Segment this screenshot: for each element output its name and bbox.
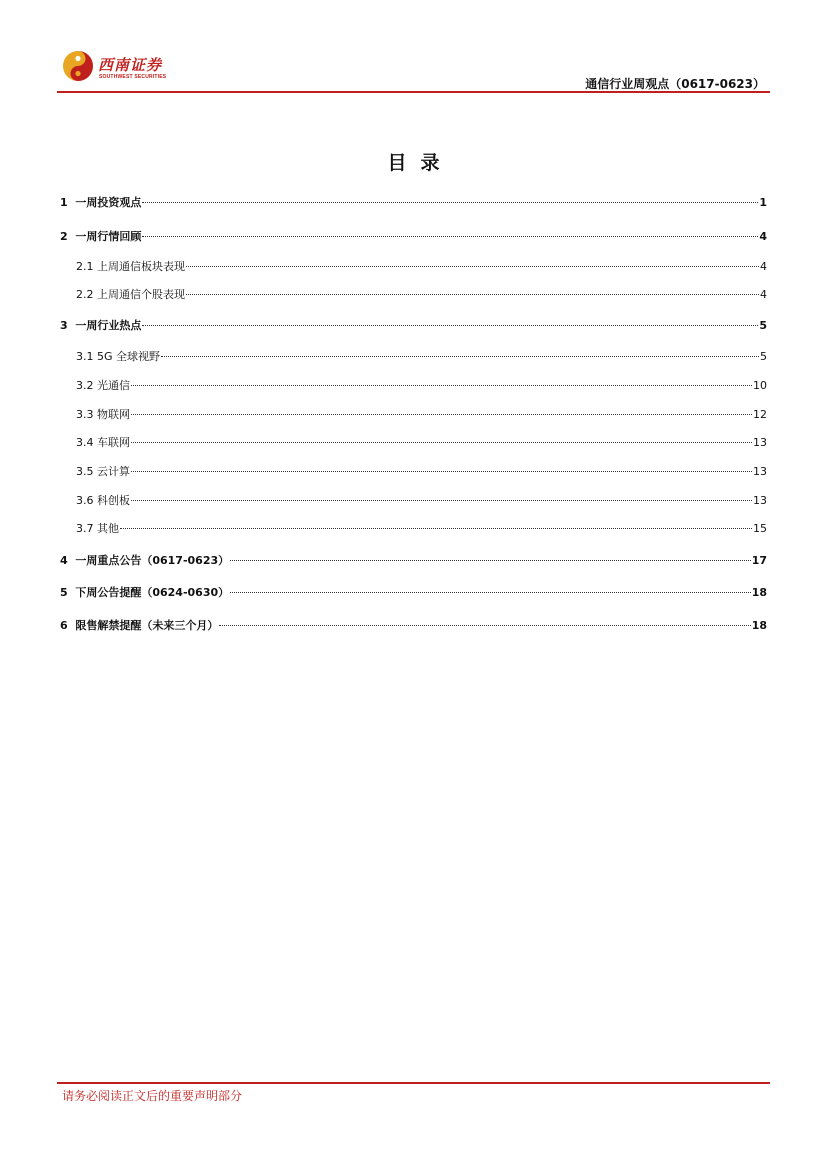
toc-entry[interactable] bbox=[60, 258, 767, 276]
toc-entry-label: 云计算 bbox=[97, 465, 130, 478]
toc-entry-label: 车联网 bbox=[97, 436, 130, 449]
toc-entry-page: 5 bbox=[759, 319, 767, 332]
header-divider bbox=[57, 91, 770, 93]
toc-leader-dots bbox=[186, 266, 759, 267]
toc-entry-number: 3 bbox=[60, 319, 68, 332]
toc-leader-dots bbox=[230, 560, 751, 561]
toc-entry-page: 13 bbox=[753, 436, 767, 449]
footer-disclaimer-note: 请务必阅读正文后的重要声明部分 bbox=[62, 1089, 243, 1103]
toc-entry-number: 3.5 bbox=[76, 465, 94, 478]
toc-entry[interactable] bbox=[60, 552, 767, 570]
toc-entry[interactable] bbox=[60, 520, 767, 538]
toc-leader-dots bbox=[142, 202, 758, 203]
toc-entry[interactable] bbox=[60, 194, 767, 212]
toc-entry-label: 一周行业热点 bbox=[75, 319, 142, 332]
toc-entry-number: 2 bbox=[60, 230, 68, 243]
toc-entry-number: 5 bbox=[60, 586, 68, 599]
toc-entry-number: 3.3 bbox=[76, 408, 94, 421]
document-title: 通信行业周观点（0617-0623） bbox=[585, 77, 765, 91]
toc-entry-number: 3.6 bbox=[76, 494, 94, 507]
toc-entry-label: 一周行情回顾 bbox=[75, 230, 142, 243]
toc-entry[interactable] bbox=[60, 406, 767, 424]
toc-entry-page: 13 bbox=[753, 494, 767, 507]
toc-entry[interactable] bbox=[60, 348, 767, 366]
toc-entry-label: 上周通信个股表现 bbox=[97, 288, 185, 301]
toc-entry-label: 下周公告提醒（0624-0630） bbox=[75, 586, 230, 599]
toc-entry-number: 3.1 bbox=[76, 350, 94, 363]
toc-entry-page: 10 bbox=[753, 379, 767, 392]
toc-entry-number: 3.7 bbox=[76, 522, 94, 535]
toc-entry[interactable] bbox=[60, 317, 767, 335]
toc-entry-page: 1 bbox=[759, 196, 767, 209]
toc-entry-number: 3.4 bbox=[76, 436, 94, 449]
toc-entry-number: 1 bbox=[60, 196, 68, 209]
toc-entry[interactable] bbox=[60, 463, 767, 481]
toc-entry-label: 5G 全球视野 bbox=[97, 350, 161, 363]
toc-entry-number: 6 bbox=[60, 619, 68, 632]
toc-entry-page: 18 bbox=[751, 586, 767, 599]
toc-entry-number: 4 bbox=[60, 554, 68, 567]
toc-leader-dots bbox=[131, 414, 752, 415]
toc-entry[interactable] bbox=[60, 286, 767, 304]
toc-entry-page: 4 bbox=[759, 230, 767, 243]
toc-entry[interactable] bbox=[60, 584, 767, 602]
logo-chinese-name: 西南证券 bbox=[98, 56, 163, 74]
southwest-securities-logo-icon bbox=[62, 50, 94, 82]
toc-entry-page: 4 bbox=[760, 260, 767, 273]
toc-entry-label: 一周重点公告（0617-0623） bbox=[75, 554, 230, 567]
toc-leader-dots bbox=[230, 592, 751, 593]
logo-english-name: SOUTHWEST SECURITIES bbox=[99, 74, 167, 80]
toc-entry-number: 3.2 bbox=[76, 379, 94, 392]
toc-entry-page: 4 bbox=[760, 288, 767, 301]
toc-leader-dots bbox=[142, 236, 758, 237]
toc-entry[interactable] bbox=[60, 434, 767, 452]
toc-title: 目录 bbox=[387, 152, 454, 174]
toc-entry-page: 5 bbox=[760, 350, 767, 363]
toc-entry-label: 物联网 bbox=[97, 408, 130, 421]
toc-entry-label: 光通信 bbox=[97, 379, 130, 392]
toc-entry-page: 13 bbox=[753, 465, 767, 478]
toc-entry-label: 上周通信板块表现 bbox=[97, 260, 185, 273]
toc-leader-dots bbox=[142, 325, 758, 326]
toc-leader-dots bbox=[131, 442, 752, 443]
toc-leader-dots bbox=[219, 625, 750, 626]
toc-entry-page: 12 bbox=[753, 408, 767, 421]
toc-leader-dots bbox=[120, 528, 752, 529]
toc-entry-label: 科创板 bbox=[97, 494, 130, 507]
company-logo bbox=[62, 50, 172, 84]
toc-entry-page: 18 bbox=[751, 619, 767, 632]
toc-entry[interactable] bbox=[60, 617, 767, 635]
toc-entry[interactable] bbox=[60, 492, 767, 510]
toc-entry-label: 其他 bbox=[97, 522, 119, 535]
toc-entry-number: 2.1 bbox=[76, 260, 94, 273]
toc-entry-page: 15 bbox=[753, 522, 767, 535]
toc-leader-dots bbox=[186, 294, 759, 295]
toc-entry[interactable] bbox=[60, 228, 767, 246]
toc-leader-dots bbox=[131, 471, 752, 472]
toc-leader-dots bbox=[161, 356, 759, 357]
toc-leader-dots bbox=[131, 500, 752, 501]
toc-entry-label: 一周投资观点 bbox=[75, 196, 142, 209]
toc-entry-number: 2.2 bbox=[76, 288, 94, 301]
toc-entry-page: 17 bbox=[751, 554, 767, 567]
toc-leader-dots bbox=[131, 385, 752, 386]
toc-entry-label: 限售解禁提醒（未来三个月） bbox=[75, 619, 219, 632]
toc-entry[interactable] bbox=[60, 377, 767, 395]
footer-divider bbox=[57, 1082, 770, 1084]
